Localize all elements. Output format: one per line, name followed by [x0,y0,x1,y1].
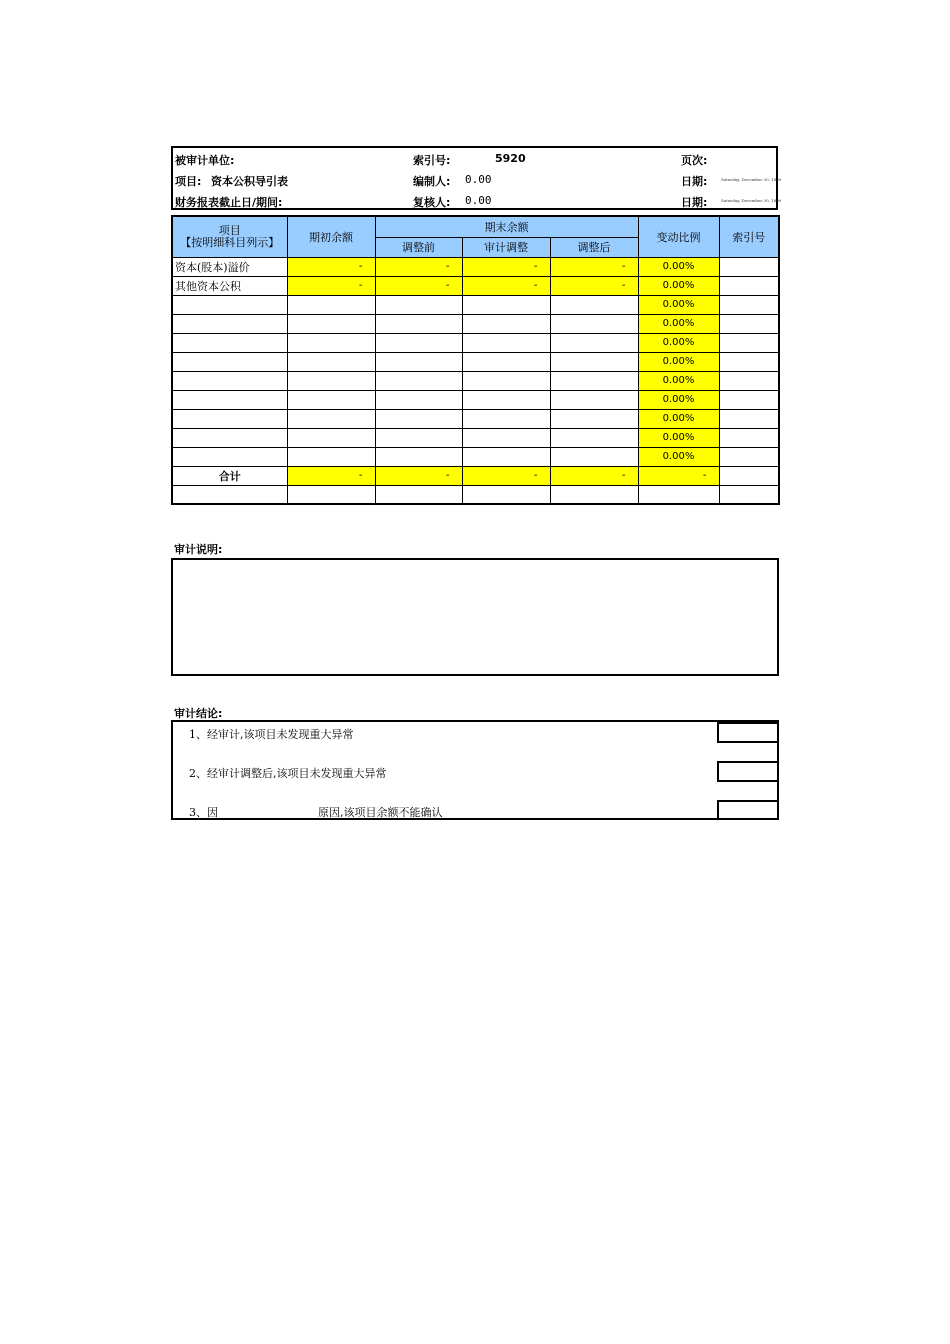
date2-value[interactable]: Saturday, December 30, 1899 [721,198,782,203]
preparer-label: 编制人: [413,175,451,188]
item-column-header [172,216,287,257]
row-index-cell[interactable] [719,371,779,390]
blank-row [172,485,779,504]
period-label: 财务报表截止日/期间: [175,196,283,209]
reviewer-value[interactable]: 0.00 [465,194,492,207]
row-opening-balance[interactable] [287,333,375,352]
row-change-ratio[interactable]: 0.00% [638,409,719,428]
row-audit-adjustment[interactable] [462,428,550,447]
reviewer-label: 复核人: [413,196,451,209]
table-row [172,333,779,352]
row-audit-adjustment[interactable] [462,447,550,466]
date2-label: 日期: [681,196,708,209]
total-before-adj[interactable]: - [375,466,462,485]
conclusion-1-checkbox[interactable] [717,722,779,743]
capital-reserve-table [171,215,780,505]
row-audit-adjustment[interactable] [462,333,550,352]
date1-label: 日期: [681,175,708,188]
total-audit-adj[interactable]: - [462,466,550,485]
row-index-cell[interactable] [719,314,779,333]
row-opening-balance[interactable] [287,371,375,390]
row-index-cell[interactable] [719,409,779,428]
row-after-adjustment[interactable]: - [550,257,638,276]
row-audit-adjustment[interactable] [462,409,550,428]
blank-cell[interactable] [287,485,375,504]
row-index-cell[interactable] [719,447,779,466]
page-label: 页次: [681,154,708,167]
conclusion-item-2: 2、经审计调整后,该项目未发现重大异常 [189,767,387,780]
row-item-name[interactable] [172,295,287,314]
row-item-name[interactable] [172,390,287,409]
header-box [171,146,782,210]
change-ratio-header: 变动比例 [638,216,719,257]
row-item-name[interactable] [172,371,287,390]
row-opening-balance[interactable] [287,295,375,314]
table-row [172,428,779,447]
audit-notes-box[interactable] [171,558,779,676]
row-item-name[interactable] [172,428,287,447]
table-row [172,295,779,314]
row-after-adjustment[interactable] [550,314,638,333]
blank-cell[interactable] [172,485,287,504]
row-after-adjustment[interactable] [550,390,638,409]
row-before-adjustment[interactable] [375,333,462,352]
conclusion-item-3-prefix: 3、因 [189,806,218,819]
index-column-header: 索引号 [719,216,779,257]
row-item-name[interactable]: 其他资本公积 [172,276,287,295]
total-index-cell[interactable] [719,466,779,485]
conclusion-item-3-suffix: 原因,该项目余额不能确认 [318,806,443,819]
audit-conclusion-box [171,720,779,820]
opening-balance-header: 期初余额 [287,216,375,257]
row-after-adjustment[interactable] [550,428,638,447]
date1-value[interactable]: Saturday, December 30, 1899 [721,177,782,182]
row-after-adjustment[interactable] [550,371,638,390]
row-index-cell[interactable] [719,390,779,409]
row-change-ratio[interactable]: 0.00% [638,257,719,276]
row-change-ratio[interactable]: 0.00% [638,314,719,333]
row-item-name[interactable] [172,333,287,352]
row-after-adjustment[interactable]: - [550,276,638,295]
row-opening-balance[interactable]: - [287,276,375,295]
item-header-line1: 项目 [218,223,241,237]
blank-cell[interactable] [719,485,779,504]
row-before-adjustment[interactable] [375,371,462,390]
table-row [172,371,779,390]
row-audit-adjustment[interactable] [462,371,550,390]
blank-cell[interactable] [638,485,719,504]
row-opening-balance[interactable]: - [287,257,375,276]
row-audit-adjustment[interactable]: - [462,257,550,276]
table-row [172,314,779,333]
row-change-ratio[interactable]: 0.00% [638,276,719,295]
row-item-name[interactable] [172,352,287,371]
closing-balance-header: 期末余额 [375,216,638,237]
row-change-ratio[interactable]: 0.00% [638,428,719,447]
row-item-name[interactable] [172,447,287,466]
row-before-adjustment[interactable]: - [375,257,462,276]
blank-cell[interactable] [375,485,462,504]
row-change-ratio[interactable]: 0.00% [638,333,719,352]
row-opening-balance[interactable] [287,428,375,447]
row-change-ratio[interactable]: 0.00% [638,371,719,390]
row-before-adjustment[interactable] [375,428,462,447]
row-audit-adjustment[interactable]: - [462,276,550,295]
row-audit-adjustment[interactable] [462,295,550,314]
project-label: 项目: [175,175,202,188]
blank-cell[interactable] [462,485,550,504]
row-change-ratio[interactable]: 0.00% [638,390,719,409]
audit-conclusion-label: 审计结论: [174,707,223,720]
row-change-ratio[interactable]: 0.00% [638,447,719,466]
conclusion-2-checkbox[interactable] [717,761,779,782]
row-opening-balance[interactable] [287,390,375,409]
after-adjustment-header: 调整后 [550,237,638,257]
row-before-adjustment[interactable] [375,314,462,333]
row-before-adjustment[interactable] [375,295,462,314]
row-before-adjustment[interactable] [375,390,462,409]
table-row [172,276,779,295]
index-number-value[interactable]: 5920 [495,152,526,165]
audit-notes-label: 审计说明: [174,543,223,556]
row-before-adjustment[interactable] [375,409,462,428]
row-opening-balance[interactable] [287,352,375,371]
conclusion-3-checkbox[interactable] [717,800,779,820]
row-before-adjustment[interactable]: - [375,276,462,295]
total-after-adj[interactable]: - [550,466,638,485]
total-label: 合计 [172,466,287,485]
total-opening[interactable]: - [287,466,375,485]
total-change-ratio[interactable]: - [638,466,719,485]
row-audit-adjustment[interactable] [462,314,550,333]
row-index-cell[interactable] [719,276,779,295]
row-before-adjustment[interactable] [375,352,462,371]
row-change-ratio[interactable]: 0.00% [638,295,719,314]
table-row [172,447,779,466]
conclusion-item-1: 1、经审计,该项目未发现重大异常 [189,728,354,741]
row-after-adjustment[interactable] [550,295,638,314]
table-row [172,390,779,409]
row-after-adjustment[interactable] [550,352,638,371]
row-before-adjustment[interactable] [375,447,462,466]
blank-cell[interactable] [550,485,638,504]
row-after-adjustment[interactable] [550,409,638,428]
audited-unit-label: 被审计单位: [175,154,235,167]
before-adjustment-header: 调整前 [375,237,462,257]
audit-adjustment-header: 审计调整 [462,237,550,257]
row-opening-balance[interactable] [287,314,375,333]
row-audit-adjustment[interactable] [462,352,550,371]
row-after-adjustment[interactable] [550,333,638,352]
row-index-cell[interactable] [719,352,779,371]
total-row [172,466,779,485]
row-item-name[interactable]: 资本(股本)溢价 [172,257,287,276]
row-audit-adjustment[interactable] [462,390,550,409]
table-row [172,409,779,428]
row-index-cell[interactable] [719,295,779,314]
index-number-label: 索引号: [413,154,451,167]
row-item-name[interactable] [172,409,287,428]
row-opening-balance[interactable] [287,447,375,466]
row-index-cell[interactable] [719,257,779,276]
row-after-adjustment[interactable] [550,447,638,466]
item-header-line2: 【按明细科目列示】 [180,235,280,249]
table-row [172,352,779,371]
table-row [172,257,779,276]
row-item-name[interactable] [172,314,287,333]
row-index-cell[interactable] [719,428,779,447]
row-change-ratio[interactable]: 0.00% [638,352,719,371]
row-index-cell[interactable] [719,333,779,352]
preparer-value[interactable]: 0.00 [465,173,492,186]
row-opening-balance[interactable] [287,409,375,428]
project-value[interactable]: 资本公积导引表 [211,175,288,188]
